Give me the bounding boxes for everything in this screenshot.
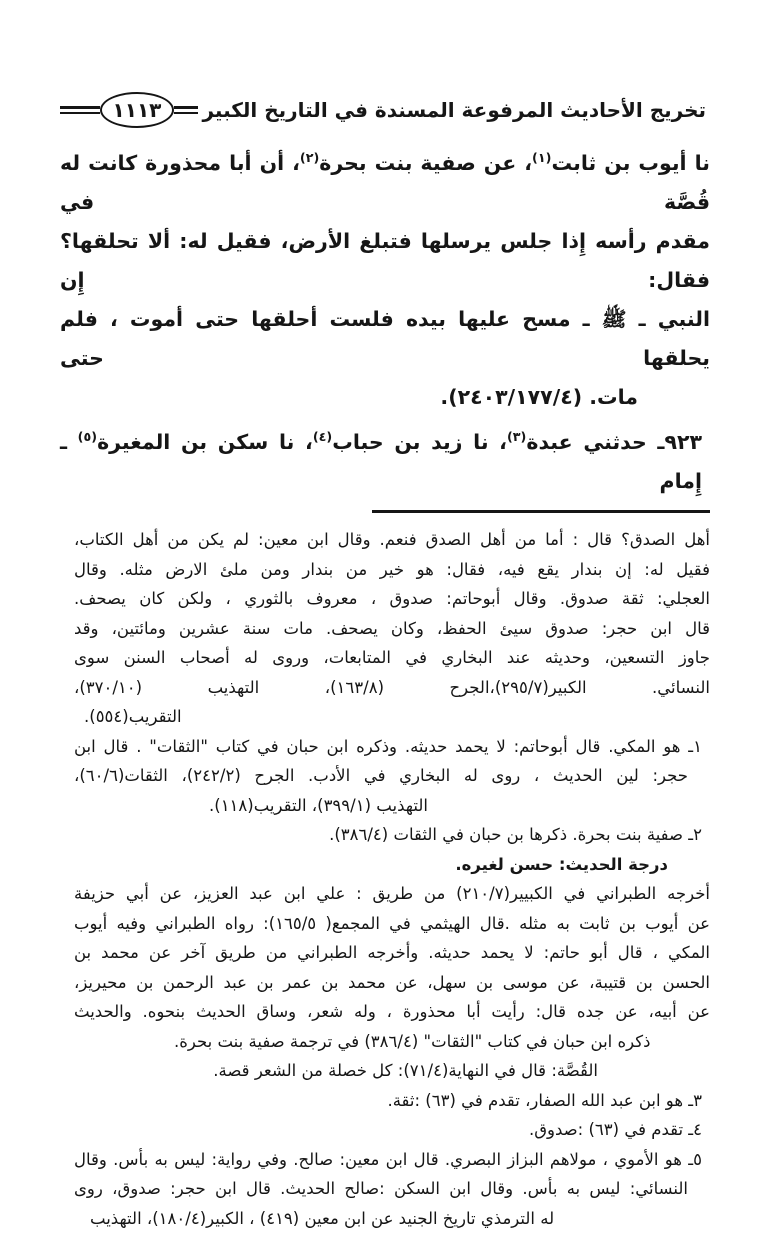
footnote-ref: (١) [532, 150, 551, 165]
text-line: نا أيوب بن ثابت$^{(١)}$، عن صفية بنت بحرة$^{(٢)}$، أن أبا محذورة كانت له قُصَّة في [60, 144, 710, 222]
page-header [60, 90, 710, 130]
header-rule-left [60, 106, 100, 114]
text-line: مات. (٤‏/‏١٧٧‏/‏٢٤٠٣). [60, 378, 710, 417]
text-line: ٩٢٣ـ حدثني عبدة$^{(٣)}$، نا زيد بن حباب$^{(٤)}$، نا سكن بن المغيرة$^{(٥)}$ ـ إِمام [60, 423, 710, 501]
text-line: ٥ـ هو الأموي ، مولاهم البزاز البصري. قال ابن معين: صالح. وفي رواية: ليس به بأس. وقال [74, 1145, 710, 1175]
text-line: درجة الحديث: حسن لغيره. [74, 850, 710, 880]
page-number: ١١١٣ [113, 98, 162, 122]
text-line: قال ابن حجر: صدوق سيئ الحفظ، وكان يصحف. مات سنة عشرين ومائتين، وقد [74, 614, 710, 644]
text-line: المكي ، قال أبو حاتم: لا يحمد حديثه. وأخرجه الطبراني من طريق آخر عن محمد بن [74, 938, 710, 968]
text-line: ٤ـ تقدم في (٦٣) :صدوق. [74, 1115, 710, 1145]
text-line: الحسن بن قتيبة، عن موسى بن سهل، عن محمد بن عمر بن عبد الرحمن بن محيريز، [74, 968, 710, 998]
text-line: العجلي: ثقة صدوق. وقال أبوحاتم: صدوق ، معروف بالثوري ، ولكن كان يصحف. [74, 584, 710, 614]
text-line: ٣ـ هو ابن عبد الله الصفار، تقدم في (٦٣) :ثقة. [74, 1086, 710, 1116]
text-line: ١ـ هو المكي. قال أبوحاتم: لا يحمد حديثه. وذكره ابن حبان في كتاب "الثقات" . قال ابن [74, 732, 710, 762]
footnotes-section [60, 525, 710, 1233]
footnote-ref: (٥) [78, 429, 97, 444]
text-line: ٢ـ صفية بنت بحرة. ذكرها بن حبان في الثقات (٤‏/‏٣٨٦). [74, 820, 710, 850]
text-line: التهذيب (١‏/‏٣٩٩)، التقريب(١١٨). [74, 791, 710, 821]
text-line: له الترمذي تاريخ الجنيد عن ابن معين (٤١٩) ، الكبير(٤‏/‏١٨٠)، التهذيب [74, 1204, 710, 1233]
header-rule-middle [174, 106, 199, 114]
footnote-ref: (٤) [313, 429, 332, 444]
page-number-oval [100, 92, 174, 128]
text-line: النبي ـ ﷺ ـ مسح عليها بيده فلست أحلقها حتى أموت ، فلم يحلقها حتى [60, 300, 710, 378]
footnote-separator [372, 510, 710, 513]
text-line: القُصَّة: قال في النهاية(٤‏/‏٧١): كل خصلة من الشعر قصة. [74, 1056, 710, 1086]
text-line: ذكره ابن حبان في كتاب "الثقات" (٤‏/‏٣٨٦) في ترجمة صفية بنت بحرة. [74, 1027, 710, 1057]
book-title: تخريج الأحاديث المرفوعة المسندة في التاريخ الكبير [198, 98, 710, 122]
text-line: النسائي. الكبير(٧‏/‏٢٩٥)،الجرح (٨‏/‏١٦٣)، التهذيب (١٠‏/‏٣٧٠)، [74, 673, 710, 703]
text-line: أخرجه الطبراني في الكبيير(٧‏/‏٢١٠) من طريق : علي ابن عبد العزيز، عن أبي حزيفة [74, 879, 710, 909]
text-line: عن أيوب بن ثابت به مثله .قال الهيثمي في المجمع( ٥‏/‏١٦٥): رواه الطبراني وفيه أيوب [74, 909, 710, 939]
text-line: فقيل له: إن بندار يقع فيه، فقال: هو خير من بندار ومن ملئ الارض مثله. وقال [74, 555, 710, 585]
text-line: التقريب(٥٥٤). [74, 702, 710, 732]
text-line: مقدم رأسه إِذا جلس يرسلها فتبلغ الأرض، فقيل له: ألا تحلقها؟ فقال: إِن [60, 222, 710, 300]
footnote-ref: (٢) [300, 150, 319, 165]
text-line: حجر: لين الحديث ، روى له البخاري في الأدب. الجرح (٢‏/‏٢٤٢)، الثقات(٦‏/‏٦٠)، [74, 761, 710, 791]
footnote-ref: (٣) [507, 429, 526, 444]
text-line: جاوز التسعين، وحديثه عند البخاري في المتابعات، وروى له أصحاب السنن سوى [74, 643, 710, 673]
text-line: عن أبيه، عن جده قال: رأيت أبا محذورة ، وله شعر، وساق الحديث بنحوه. والحديث [74, 997, 710, 1027]
text-line: النسائي: ليس به بأس. وقال ابن السكن :صالح الحديث. قال ابن حجر: صدوق، روى [74, 1174, 710, 1204]
text-line: أهل الصدق؟ قال : أما من أهل الصدق فنعم. وقال ابن معين: لم يكن من أهل الكتاب، [74, 525, 710, 555]
hadith-main-text [60, 144, 710, 501]
